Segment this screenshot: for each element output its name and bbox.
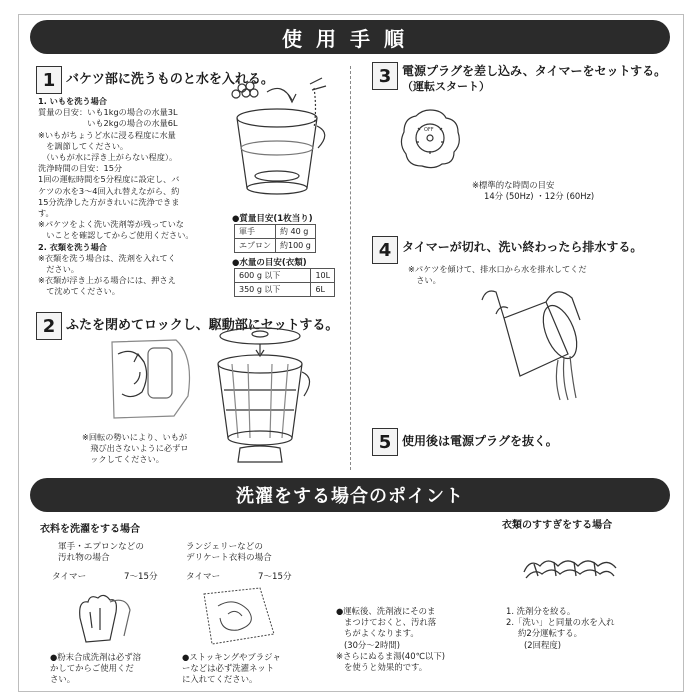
gloves-illustration [70, 588, 140, 648]
laundry-col1-desc-line: 軍手・エプロンなどの [58, 542, 144, 552]
drain-bucket-illustration [476, 284, 586, 404]
laundry-points-title: 洗濯をする場合のポイント [236, 486, 464, 507]
laundry-col3-note-line: ちがよくなります。 [344, 628, 419, 639]
laundry-col1-note-line: さい。 [50, 674, 76, 685]
step-5-title: 使用後は電源プラグを抜く。 [402, 434, 558, 448]
step-1-line: 洗浄時間の目安：15分 [38, 163, 123, 174]
laundry-heading: 衣料を洗濯をする場合 [40, 524, 140, 535]
laundry-col2-note-line: に入れてください。 [182, 674, 258, 685]
step-1-line: ※いもがちょうど水に浸る程度に水量 [38, 129, 176, 140]
laundry-col2-desc [186, 542, 272, 564]
table-row [235, 225, 316, 239]
step-3-time-guide [472, 180, 594, 202]
step-1-line: 2. 衣類を洗う場合 [38, 241, 107, 252]
rinse-heading: 衣類のすすぎをする場合 [502, 520, 613, 531]
laundry-col1-timer-label: タイマー [52, 572, 87, 582]
table-row [235, 239, 316, 253]
step-4-note-line: さい。 [408, 275, 441, 286]
laundry-points-banner [30, 478, 670, 512]
mass-table [234, 224, 316, 253]
laundry-col3-note-line: (30分〜2時間) [344, 639, 401, 650]
lid-lock-closeup-illustration [104, 336, 200, 420]
step-1-line: 1. いもを洗う場合 [38, 96, 107, 106]
step-1-line: 質量の目安：いも1kgの場合の水量3L [38, 107, 178, 118]
step-3-subtitle: （運転スタート） [402, 80, 490, 93]
step-1-line: て沈めてください。 [38, 286, 120, 297]
laundry-col3-note [336, 606, 445, 673]
laundry-col2-timer-label: タイマー [186, 572, 221, 582]
step-1-line: ※衣類を洗う場合は、洗剤を入れてく [38, 252, 176, 263]
laundry-col1-timer-value: 7〜15分 [124, 572, 158, 582]
bucket-potatoes-illustration [222, 78, 342, 208]
step-2-note [82, 432, 188, 466]
step-1-line: 1回の運転時間を5分程度に設定し、バ [38, 174, 180, 185]
laundry-col1-note-line: かしてからご使用くだ [50, 663, 134, 674]
step-1-line: （いもが水に浮き上がらない程度）。 [38, 152, 178, 163]
step-2-note-line: ※回転の勢いにより、いもが [82, 432, 188, 442]
water-table-title: ●水量の目安(衣類) [232, 258, 307, 268]
step-1-line: す。 [38, 208, 54, 219]
laundry-col2-desc-line: ランジェリーなどの [186, 542, 263, 552]
page-title: 使用手順 [282, 26, 418, 51]
table-cell: 600 g 以下 [235, 269, 311, 283]
step-1-line: いことを確認してからご使用ください。 [38, 230, 194, 241]
laundry-col1-note [50, 652, 141, 686]
step-1-line: いも2kgの場合の水量6L [38, 118, 178, 129]
laundry-col2-desc-line: デリケート衣料の場合 [186, 553, 272, 564]
step-1-line: ※パケツをよく洗い洗剤等が残っていな [38, 219, 184, 230]
laundry-col1-desc-line: 汚れ物の場合 [58, 553, 110, 564]
rinse-note [506, 606, 615, 651]
step-2-number: 2 [36, 312, 62, 340]
step-1-line: ださい。 [38, 264, 79, 275]
laundry-col2-timer-value: 7〜15分 [258, 572, 292, 582]
laundry-col1-note-line: ●粉末合成洗剤は必ず溶 [50, 652, 142, 662]
rinse-note-line: (2回程度) [524, 639, 561, 650]
step-1-line: ※衣類が浮き上がる場合には、押さえ [38, 275, 176, 286]
usage-steps-banner [30, 20, 670, 54]
step-1-instructions [38, 96, 194, 298]
rinse-note-line: 約2分運転する。 [518, 628, 582, 639]
laundry-col1-desc [58, 542, 144, 564]
table-cell: 6L [311, 283, 335, 297]
step-4-note-line: ※パケツを傾けて、排水口から水を排水してくだ [408, 264, 587, 274]
step-3-time-line: 14分 (50Hz) ・12分 (60Hz) [484, 191, 595, 202]
step-1-line: 15分洗浄した方がきれいに洗浄できま [38, 196, 180, 207]
step-2-title: ふたを閉めてロックし、駆動部にセットする。 [66, 318, 339, 333]
table-row [235, 269, 335, 283]
step-1-title: バケツ部に洗うものと水を入れる。 [66, 72, 274, 87]
step-2-note-line: ックしてください。 [82, 454, 164, 465]
step-5-number: 5 [372, 428, 398, 456]
wringing-cloth-illustration [520, 548, 620, 588]
water-table [234, 268, 335, 297]
mass-table-title: ●質量目安(1枚当り) [232, 214, 313, 224]
step-4-number: 4 [372, 236, 398, 264]
rinse-note-line: 2.「洗い」と同量の水を入れ [506, 617, 615, 628]
table-cell: 約 40 g [276, 225, 316, 239]
table-cell: 約100 g [276, 239, 316, 253]
laundry-col2-note [182, 652, 281, 686]
laundry-col3-note-line: まつけておくと、汚れ落 [344, 617, 437, 628]
step-2-note-line: 飛び出さないように必ずロ [82, 443, 189, 454]
rinse-note-line: 1. 洗剤分を絞る。 [506, 606, 576, 616]
step-3-title: 電源プラグを差し込み、タイマーをセットする。 [402, 64, 667, 78]
table-cell: 350 g 以下 [235, 283, 311, 297]
laundry-col3-note-line: ●運転後、洗剤液にそのま [336, 606, 436, 616]
laundry-col2-note-line: ●ストッキングやブラジャ [182, 652, 281, 662]
timer-dial-illustration [398, 108, 462, 170]
step-4-title: タイマーが切れ、洗い終わったら排水する。 [402, 240, 643, 254]
table-cell: エプロン [235, 239, 276, 253]
step-1-number: 1 [36, 66, 62, 94]
laundry-col3-note-line: を使うと効果的です。 [344, 662, 428, 673]
table-row [235, 283, 335, 297]
laundry-net-illustration [198, 584, 280, 648]
step-1-line: を調節してください。 [38, 140, 129, 151]
table-cell: 10L [311, 269, 335, 283]
step-3-time-line: ※標準的な時間の目安 [472, 180, 555, 190]
step-1-line: ケツの水を3〜4回入れ替えながら、約 [38, 185, 180, 196]
step-3-number: 3 [372, 62, 398, 90]
timer-off-label: OFF [424, 127, 434, 133]
laundry-col3-note-line: ※さらにぬるま湯(40℃以下) [336, 650, 445, 661]
laundry-col2-note-line: ーなどは必ず洗濯ネット [182, 663, 275, 674]
table-cell: 軍手 [235, 225, 276, 239]
bucket-lid-assembly-illustration [212, 320, 322, 470]
column-divider [350, 66, 351, 470]
